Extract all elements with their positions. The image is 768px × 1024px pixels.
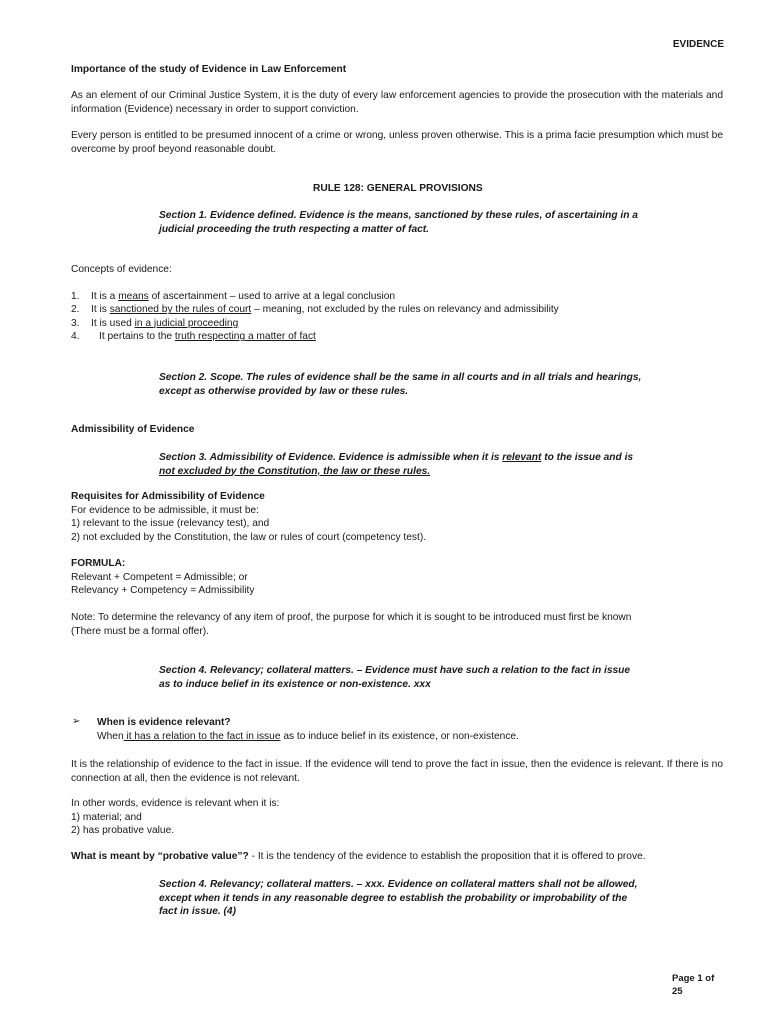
other-words-block xyxy=(71,797,279,838)
other-words-line-1: In other words, evidence is relevant when it is: xyxy=(71,798,280,809)
section-4a-line-1: Section 4. Relevancy; collateral matters. – Evidence must have such a relation to the fact in issue xyxy=(159,665,631,676)
relevant-question-heading: When is evidence relevant? xyxy=(97,717,231,728)
requisites-line-1: For evidence to be admissible, it must be: xyxy=(71,504,259,516)
section-2-line-1: Section 2. Scope. The rules of evidence shall be the same in all courts and in all trials and hearings, xyxy=(159,372,642,383)
formula-block xyxy=(71,557,254,598)
section-1-line-1: Section 1. Evidence defined. Evidence is the means, sanctioned by these rules, of ascertaining in a xyxy=(159,210,638,221)
section-4-relevancy-quote xyxy=(159,664,679,691)
intro-paragraph-1: As an element of our Criminal Justice System, it is the duty of every law enforcement agencies to provide the prosecution with the materials and information (Evidence) necessary in order to support conviction. xyxy=(71,90,723,115)
requisites-line-3: 2) not excluded by the Constitution, the law or rules of court (competency test). xyxy=(71,531,427,543)
note-line-1: Note: To determine the relevancy of any item of proof, the purpose for which it is sought to be introduced must first be known xyxy=(71,612,632,623)
other-words-line-2: 1) material; and xyxy=(71,811,142,823)
section-2-quote xyxy=(159,371,679,398)
concept-item-2: 2. It is sanctioned by the rules of court – meaning, not excluded by the rules on relevancy and admissibility xyxy=(71,304,559,316)
section-2-line-2: except as otherwise provided by law or these rules. xyxy=(159,385,409,397)
note-line-2: (There must be a formal offer). xyxy=(71,625,209,637)
concept-item-4: 4. It pertains to the truth respecting a matter of fact xyxy=(71,331,316,343)
other-words-line-3: 2) has probative value. xyxy=(71,825,175,837)
bullet-arrow-icon: ➢ xyxy=(72,716,81,727)
section-1-line-2: judicial proceeding the truth respecting a matter of fact. xyxy=(159,223,430,235)
intro-heading: Importance of the study of Evidence in Law Enforcement xyxy=(71,64,347,75)
section-4-collateral-quote xyxy=(159,878,679,919)
formula-line-1: Relevant + Competent = Admissible; or xyxy=(71,571,248,583)
requisites-block xyxy=(71,490,426,544)
section-3-line-2: not excluded by the Constitution, the law or these rules. xyxy=(159,465,431,477)
section-4b-line-1: Section 4. Relevancy; collateral matters. – xxx. Evidence on collateral matters shall not be allowed, xyxy=(159,879,638,890)
intro-paragraph-2: Every person is entitled to be presumed innocent of a crime or wrong, unless proven otherwise. This is a prima facie presumption which must be overcome by proof beyond reasonable doubt. xyxy=(71,130,723,155)
section-4a-line-2: as to induce belief in its existence or non-existence. xxx xyxy=(159,678,431,690)
requisites-heading: Requisites for Admissibility of Evidence xyxy=(71,491,265,502)
admissibility-heading: Admissibility of Evidence xyxy=(71,424,195,435)
concept-item-3: 3. It is used in a judicial proceeding xyxy=(71,317,239,329)
concepts-label: Concepts of evidence: xyxy=(71,264,172,275)
section-4b-line-2: except when it tends in any reasonable degree to establish the probability or improbability of the xyxy=(159,892,628,904)
section-1-quote xyxy=(159,209,679,236)
page-number: Page 1 of 25 xyxy=(672,973,715,997)
note-block xyxy=(71,611,631,638)
concept-item-1: 1. It is a means of ascertainment – used to arrive at a legal conclusion xyxy=(71,291,396,302)
section-3-quote xyxy=(159,451,679,478)
document-header-title: EVIDENCE xyxy=(672,39,724,50)
formula-heading: FORMULA: xyxy=(71,558,126,569)
formula-line-2: Relevancy + Competency = Admissibility xyxy=(71,585,255,597)
concepts-list xyxy=(71,290,559,344)
probative-value-definition: What is meant by “probative value”? - It is the tendency of the evidence to establish the proposition that it is offered to prove. xyxy=(71,851,646,862)
section-4b-line-3: fact in issue. (4) xyxy=(159,906,236,917)
relevant-answer: When it has a relation to the fact in issue as to induce belief in its existence, or non-existence. xyxy=(97,731,519,742)
rule-heading: RULE 128: GENERAL PROVISIONS xyxy=(313,183,483,194)
relationship-paragraph: It is the relationship of evidence to the fact in issue. If the evidence will tend to prove the fact in issue, then the evidence is relevant. If there is no connection at all, then the evidence is not relevant. xyxy=(71,759,723,784)
requisites-line-2: 1) relevant to the issue (relevancy test), and xyxy=(71,518,270,530)
section-3-line-1: Section 3. Admissibility of Evidence. Evidence is admissible when it is relevant to the issue and is xyxy=(159,452,634,463)
